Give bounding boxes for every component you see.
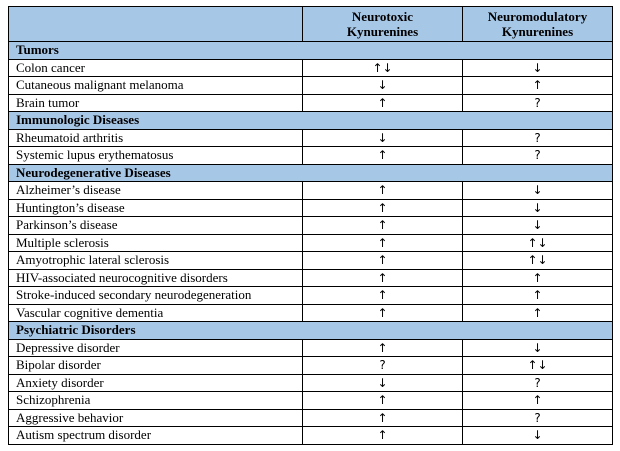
table-row <box>9 304 613 322</box>
table-row <box>9 182 613 200</box>
neurotoxic-change-cell: ↑ <box>303 304 463 322</box>
kynurenine-disease-table <box>8 6 613 445</box>
disease-name-cell: HIV-associated neurocognitive disorders <box>9 269 303 287</box>
disease-name-cell: Alzheimer’s disease <box>9 182 303 200</box>
header-neurotoxic <box>303 7 463 42</box>
neuromodulatory-change-cell: ↓ <box>463 199 613 217</box>
neuromodulatory-change-cell: ? <box>463 94 613 112</box>
disease-name-cell: Huntington’s disease <box>9 199 303 217</box>
header-neuromodulatory <box>463 7 613 42</box>
disease-name-cell: Bipolar disorder <box>9 357 303 375</box>
table-body <box>9 42 613 445</box>
neuromodulatory-change-cell: ↓ <box>463 59 613 77</box>
section-header-row <box>9 42 613 60</box>
section-title: Psychiatric Disorders <box>9 322 613 340</box>
disease-name-cell: Schizophrenia <box>9 392 303 410</box>
header-row <box>9 7 613 42</box>
table-row <box>9 217 613 235</box>
table-row <box>9 357 613 375</box>
neurotoxic-change-cell: ↑ <box>303 427 463 445</box>
disease-name-cell: Multiple sclerosis <box>9 234 303 252</box>
neurotoxic-change-cell: ↑ <box>303 252 463 270</box>
disease-name-cell: Depressive disorder <box>9 339 303 357</box>
header-neurotoxic-line1: Neurotoxic <box>351 9 414 24</box>
neuromodulatory-change-cell: ↑ <box>463 304 613 322</box>
neurotoxic-change-cell: ↑ <box>303 339 463 357</box>
neuromodulatory-change-cell: ↑ <box>463 269 613 287</box>
section-header-row <box>9 112 613 130</box>
table-row <box>9 234 613 252</box>
disease-name-cell: Anxiety disorder <box>9 374 303 392</box>
neurotoxic-change-cell: ↑ <box>303 234 463 252</box>
table-row <box>9 147 613 165</box>
table-row <box>9 339 613 357</box>
neuromodulatory-change-cell: ↑↓ <box>463 357 613 375</box>
table-row <box>9 129 613 147</box>
section-header-row <box>9 322 613 340</box>
neurotoxic-change-cell: ↑ <box>303 182 463 200</box>
neurotoxic-change-cell: ↑ <box>303 287 463 305</box>
table-row <box>9 94 613 112</box>
table-row <box>9 392 613 410</box>
neurotoxic-change-cell: ↑ <box>303 269 463 287</box>
neuromodulatory-change-cell: ↑↓ <box>463 252 613 270</box>
neurotoxic-change-cell: ↓ <box>303 129 463 147</box>
disease-name-cell: Parkinson’s disease <box>9 217 303 235</box>
neuromodulatory-change-cell: ? <box>463 374 613 392</box>
disease-name-cell: Autism spectrum disorder <box>9 427 303 445</box>
disease-name-cell: Amyotrophic lateral sclerosis <box>9 252 303 270</box>
disease-name-cell: Vascular cognitive dementia <box>9 304 303 322</box>
neurotoxic-change-cell: ↑ <box>303 94 463 112</box>
disease-name-cell: Cutaneous malignant melanoma <box>9 77 303 95</box>
header-neurotoxic-line2: Kynurenines <box>346 24 419 39</box>
header-blank-cell <box>9 7 303 42</box>
disease-name-cell: Brain tumor <box>9 94 303 112</box>
neurotoxic-change-cell: ↑ <box>303 199 463 217</box>
disease-name-cell: Stroke-induced secondary neurodegeneration <box>9 287 303 305</box>
neuromodulatory-change-cell: ? <box>463 147 613 165</box>
table-row <box>9 374 613 392</box>
table-row <box>9 199 613 217</box>
neuromodulatory-change-cell: ? <box>463 129 613 147</box>
section-title: Neurodegenerative Diseases <box>9 164 613 182</box>
disease-name-cell: Rheumatoid arthritis <box>9 129 303 147</box>
neuromodulatory-change-cell: ↑ <box>463 287 613 305</box>
neurotoxic-change-cell: ↓ <box>303 77 463 95</box>
neuromodulatory-change-cell: ↓ <box>463 339 613 357</box>
neuromodulatory-change-cell: ↓ <box>463 427 613 445</box>
header-neuromodulatory-line1: Neuromodulatory <box>487 9 588 24</box>
table-row <box>9 409 613 427</box>
neurotoxic-change-cell: ↑ <box>303 392 463 410</box>
neurotoxic-change-cell: ↑ <box>303 147 463 165</box>
neuromodulatory-change-cell: ↑ <box>463 392 613 410</box>
neurotoxic-change-cell: ? <box>303 357 463 375</box>
table-row <box>9 59 613 77</box>
table-row <box>9 77 613 95</box>
disease-name-cell: Colon cancer <box>9 59 303 77</box>
neuromodulatory-change-cell: ? <box>463 409 613 427</box>
neuromodulatory-change-cell: ↓ <box>463 217 613 235</box>
disease-name-cell: Aggressive behavior <box>9 409 303 427</box>
neurotoxic-change-cell: ↓ <box>303 374 463 392</box>
neurotoxic-change-cell: ↑ <box>303 217 463 235</box>
neuromodulatory-change-cell: ↓ <box>463 182 613 200</box>
table-row <box>9 252 613 270</box>
section-header-row <box>9 164 613 182</box>
disease-name-cell: Systemic lupus erythematosus <box>9 147 303 165</box>
neuromodulatory-change-cell: ↑ <box>463 77 613 95</box>
section-title: Tumors <box>9 42 613 60</box>
neurotoxic-change-cell: ↑ <box>303 409 463 427</box>
table-row <box>9 269 613 287</box>
neuromodulatory-change-cell: ↑↓ <box>463 234 613 252</box>
header-neuromodulatory-line2: Kynurenines <box>501 24 574 39</box>
table-row <box>9 427 613 445</box>
table-row <box>9 287 613 305</box>
section-title: Immunologic Diseases <box>9 112 613 130</box>
neurotoxic-change-cell: ↑↓ <box>303 59 463 77</box>
